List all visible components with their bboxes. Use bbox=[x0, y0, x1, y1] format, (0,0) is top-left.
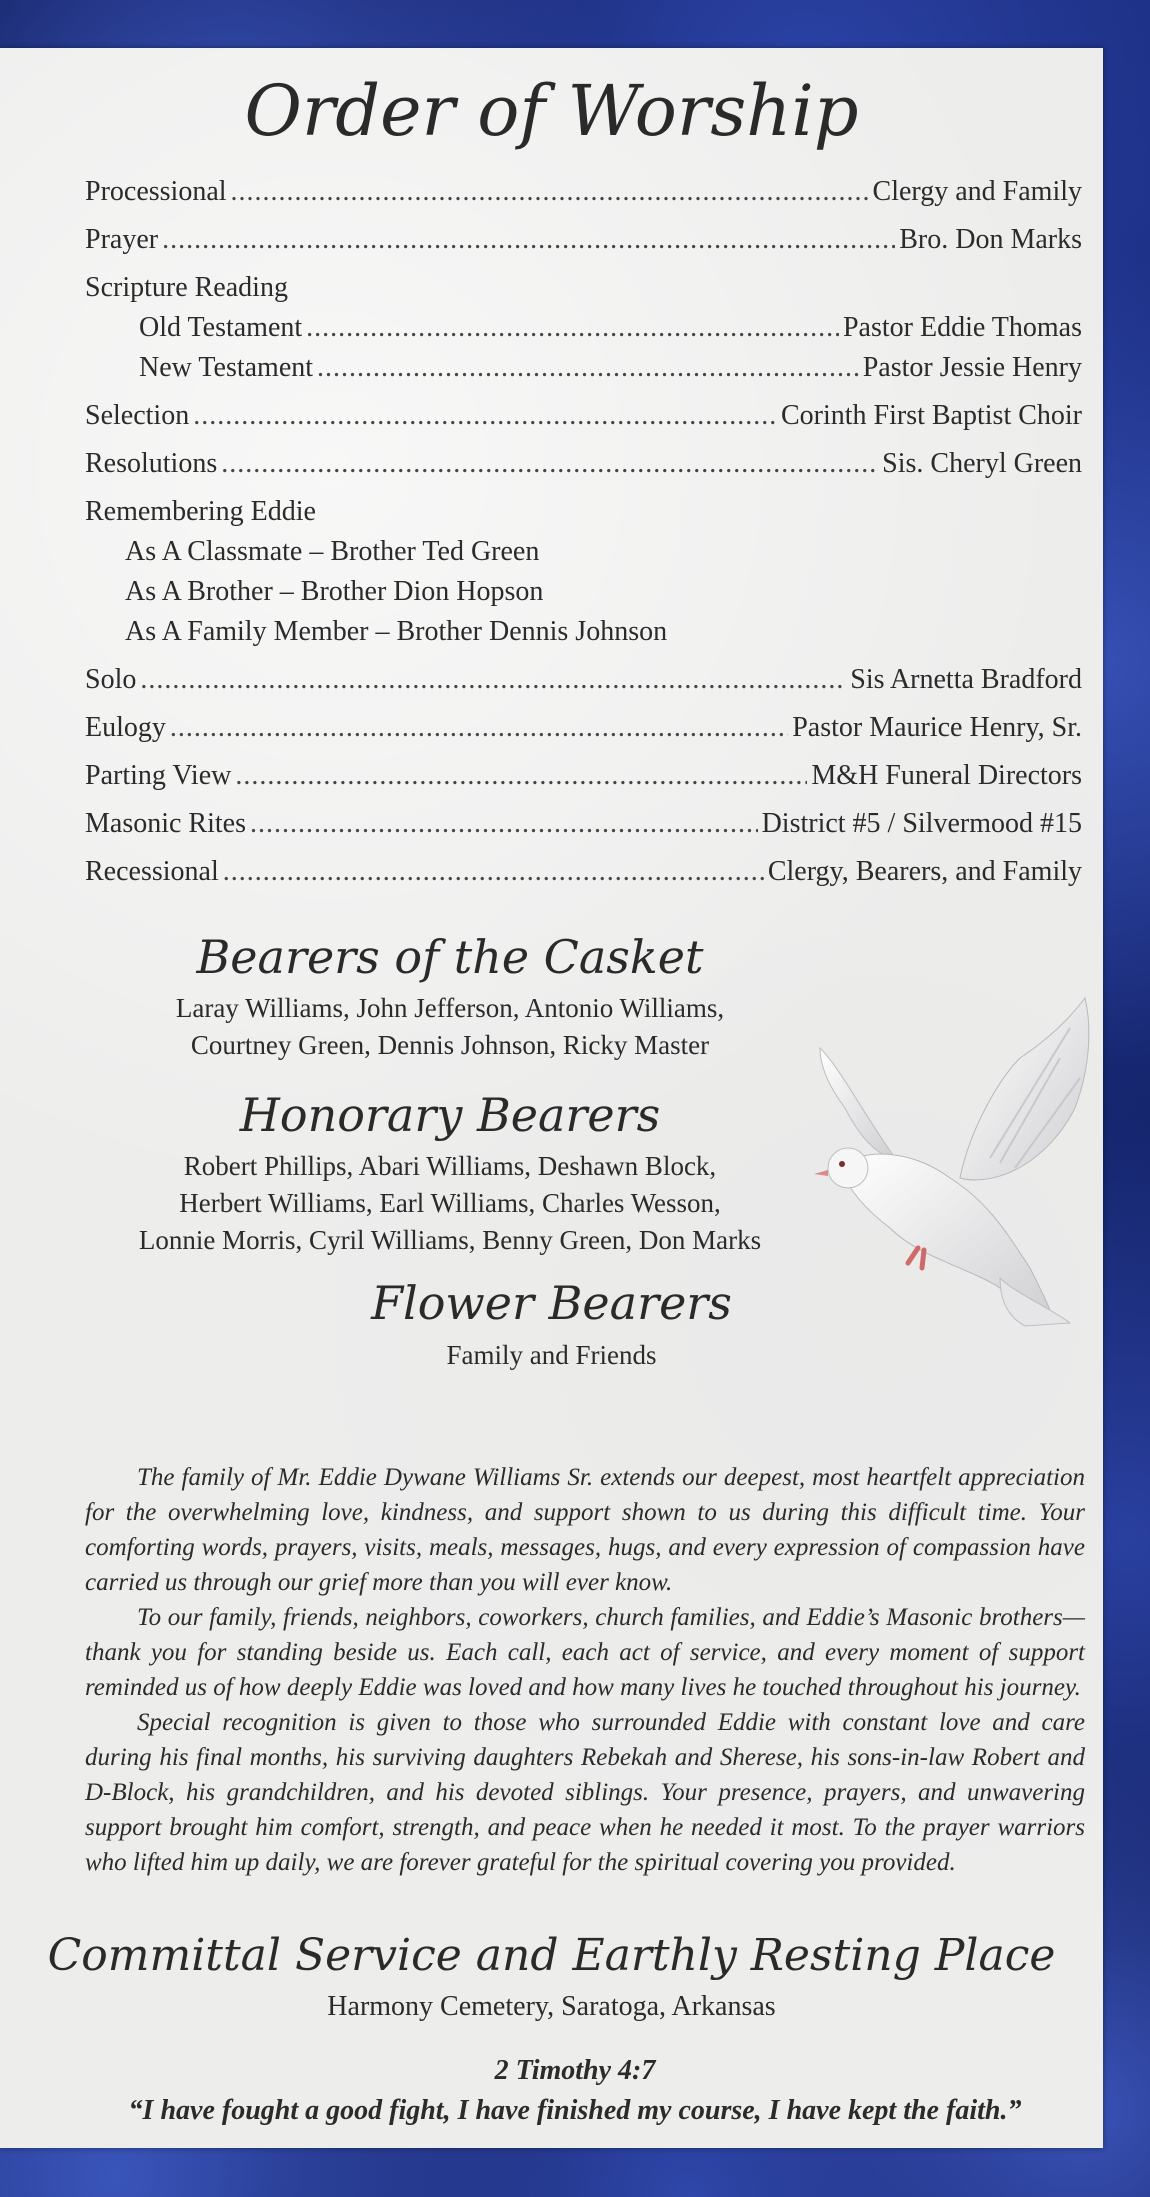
program-item: Recessional ..... Clergy, Bearers, and Family bbox=[85, 856, 1082, 904]
program-subitem: As A Brother – Brother Dion Hopson bbox=[125, 576, 544, 607]
program-item: Resolutions ..... Sis. Cheryl Green bbox=[85, 448, 1082, 496]
flower-names: Family and Friends bbox=[446, 1340, 657, 1370]
program-page bbox=[0, 48, 1103, 2148]
ack-paragraph: Special recognition is given to those who surrounded Eddie with constant love and care during his final months, his surviving daughters Rebekah and Sherese, his sons-in-law Robert and D-Block, his grandchildren, and his devoted siblings. Your presence, prayers, and unwavering support brought him comfort, strength, and peace when he needed it most. To the prayer warriors who lifted him up daily, we are forever grateful for the spiritual covering you provided. bbox=[85, 1709, 1085, 1876]
committal-location: Harmony Cemetery, Saratoga, Arkansas bbox=[327, 1991, 776, 2022]
leader-dots bbox=[221, 448, 878, 480]
program-item: Masonic Rites ..... District #5 / Silvermood #15 bbox=[85, 808, 1082, 856]
program-item: Eulogy ..... Pastor Maurice Henry, Sr. bbox=[85, 712, 1082, 760]
leader-dots bbox=[170, 712, 788, 744]
verse-text: “I have fought a good fight, I have finished my course, I have kept the faith.” bbox=[128, 2095, 1022, 2126]
program-item: Solo ..... Sis Arnetta Bradford bbox=[85, 664, 1082, 712]
program-item: Parting View ..... M&H Funeral Directors bbox=[85, 760, 1082, 808]
leader-dots bbox=[162, 224, 895, 256]
leader-dots bbox=[223, 856, 764, 888]
program-heading: Scripture Reading bbox=[85, 272, 288, 303]
leader-dots bbox=[231, 176, 869, 208]
program-item: Old Testament ..... Pastor Eddie Thomas bbox=[85, 312, 1082, 352]
leader-dots bbox=[317, 352, 859, 384]
program-heading: Remembering Eddie bbox=[85, 496, 316, 527]
bearers-heading: Bearers of the Casket bbox=[196, 930, 704, 984]
bearers-names: Laray Williams, John Jefferson, Antonio Williams, Courtney Green, Dennis Johnson, Ricky Master bbox=[175, 993, 725, 1060]
program-item: Selection ..... Corinth First Baptist Choir bbox=[85, 400, 1082, 448]
committal-heading: Committal Service and Earthly Resting Place bbox=[47, 1930, 1056, 1981]
order-of-worship-list bbox=[85, 176, 1082, 904]
acknowledgement-text bbox=[85, 1460, 1085, 1880]
verse-reference: 2 Timothy 4:7 bbox=[494, 2055, 656, 2086]
ack-paragraph: To our family, friends, neighbors, coworkers, church families, and Eddie’s Masonic brothers—thank you for standing beside us. Each call, each act of service, and every moment of support reminded us of how deeply Eddie was loved and how many lives he touched throughout his journey. bbox=[85, 1604, 1085, 1701]
leader-dots bbox=[193, 400, 777, 432]
program-item: Prayer ..... Bro. Don Marks bbox=[85, 224, 1082, 272]
honorary-names: Robert Phillips, Abari Williams, Deshawn Block, Herbert Williams, Earl Williams, Charles Wesson, Lonnie Morris, Cyril Williams, Benny Green, Don Marks bbox=[138, 1151, 762, 1255]
flower-heading: Flower Bearers bbox=[371, 1276, 732, 1330]
leader-dots bbox=[250, 808, 758, 840]
program-item: Processional ..... Clergy and Family bbox=[85, 176, 1082, 224]
program-subitem: As A Family Member – Brother Dennis Johnson bbox=[125, 616, 668, 647]
page-title: Order of Worship bbox=[244, 70, 859, 152]
leader-dots bbox=[235, 760, 807, 792]
leader-dots bbox=[140, 664, 846, 696]
program-item: New Testament ..... Pastor Jessie Henry bbox=[85, 352, 1082, 400]
program-subitem: As A Classmate – Brother Ted Green bbox=[125, 536, 540, 567]
ack-paragraph: The family of Mr. Eddie Dywane Williams Sr. extends our deepest, most heartfelt appreciation for the overwhelming love, kindness, and support shown to us during this difficult time. Your comforting words, prayers, visits, meals, messages, hugs, and every expression of compassion have carried us through our grief more than you will ever know. bbox=[85, 1464, 1085, 1596]
honorary-heading: Honorary Bearers bbox=[239, 1088, 661, 1142]
leader-dots bbox=[306, 312, 839, 344]
